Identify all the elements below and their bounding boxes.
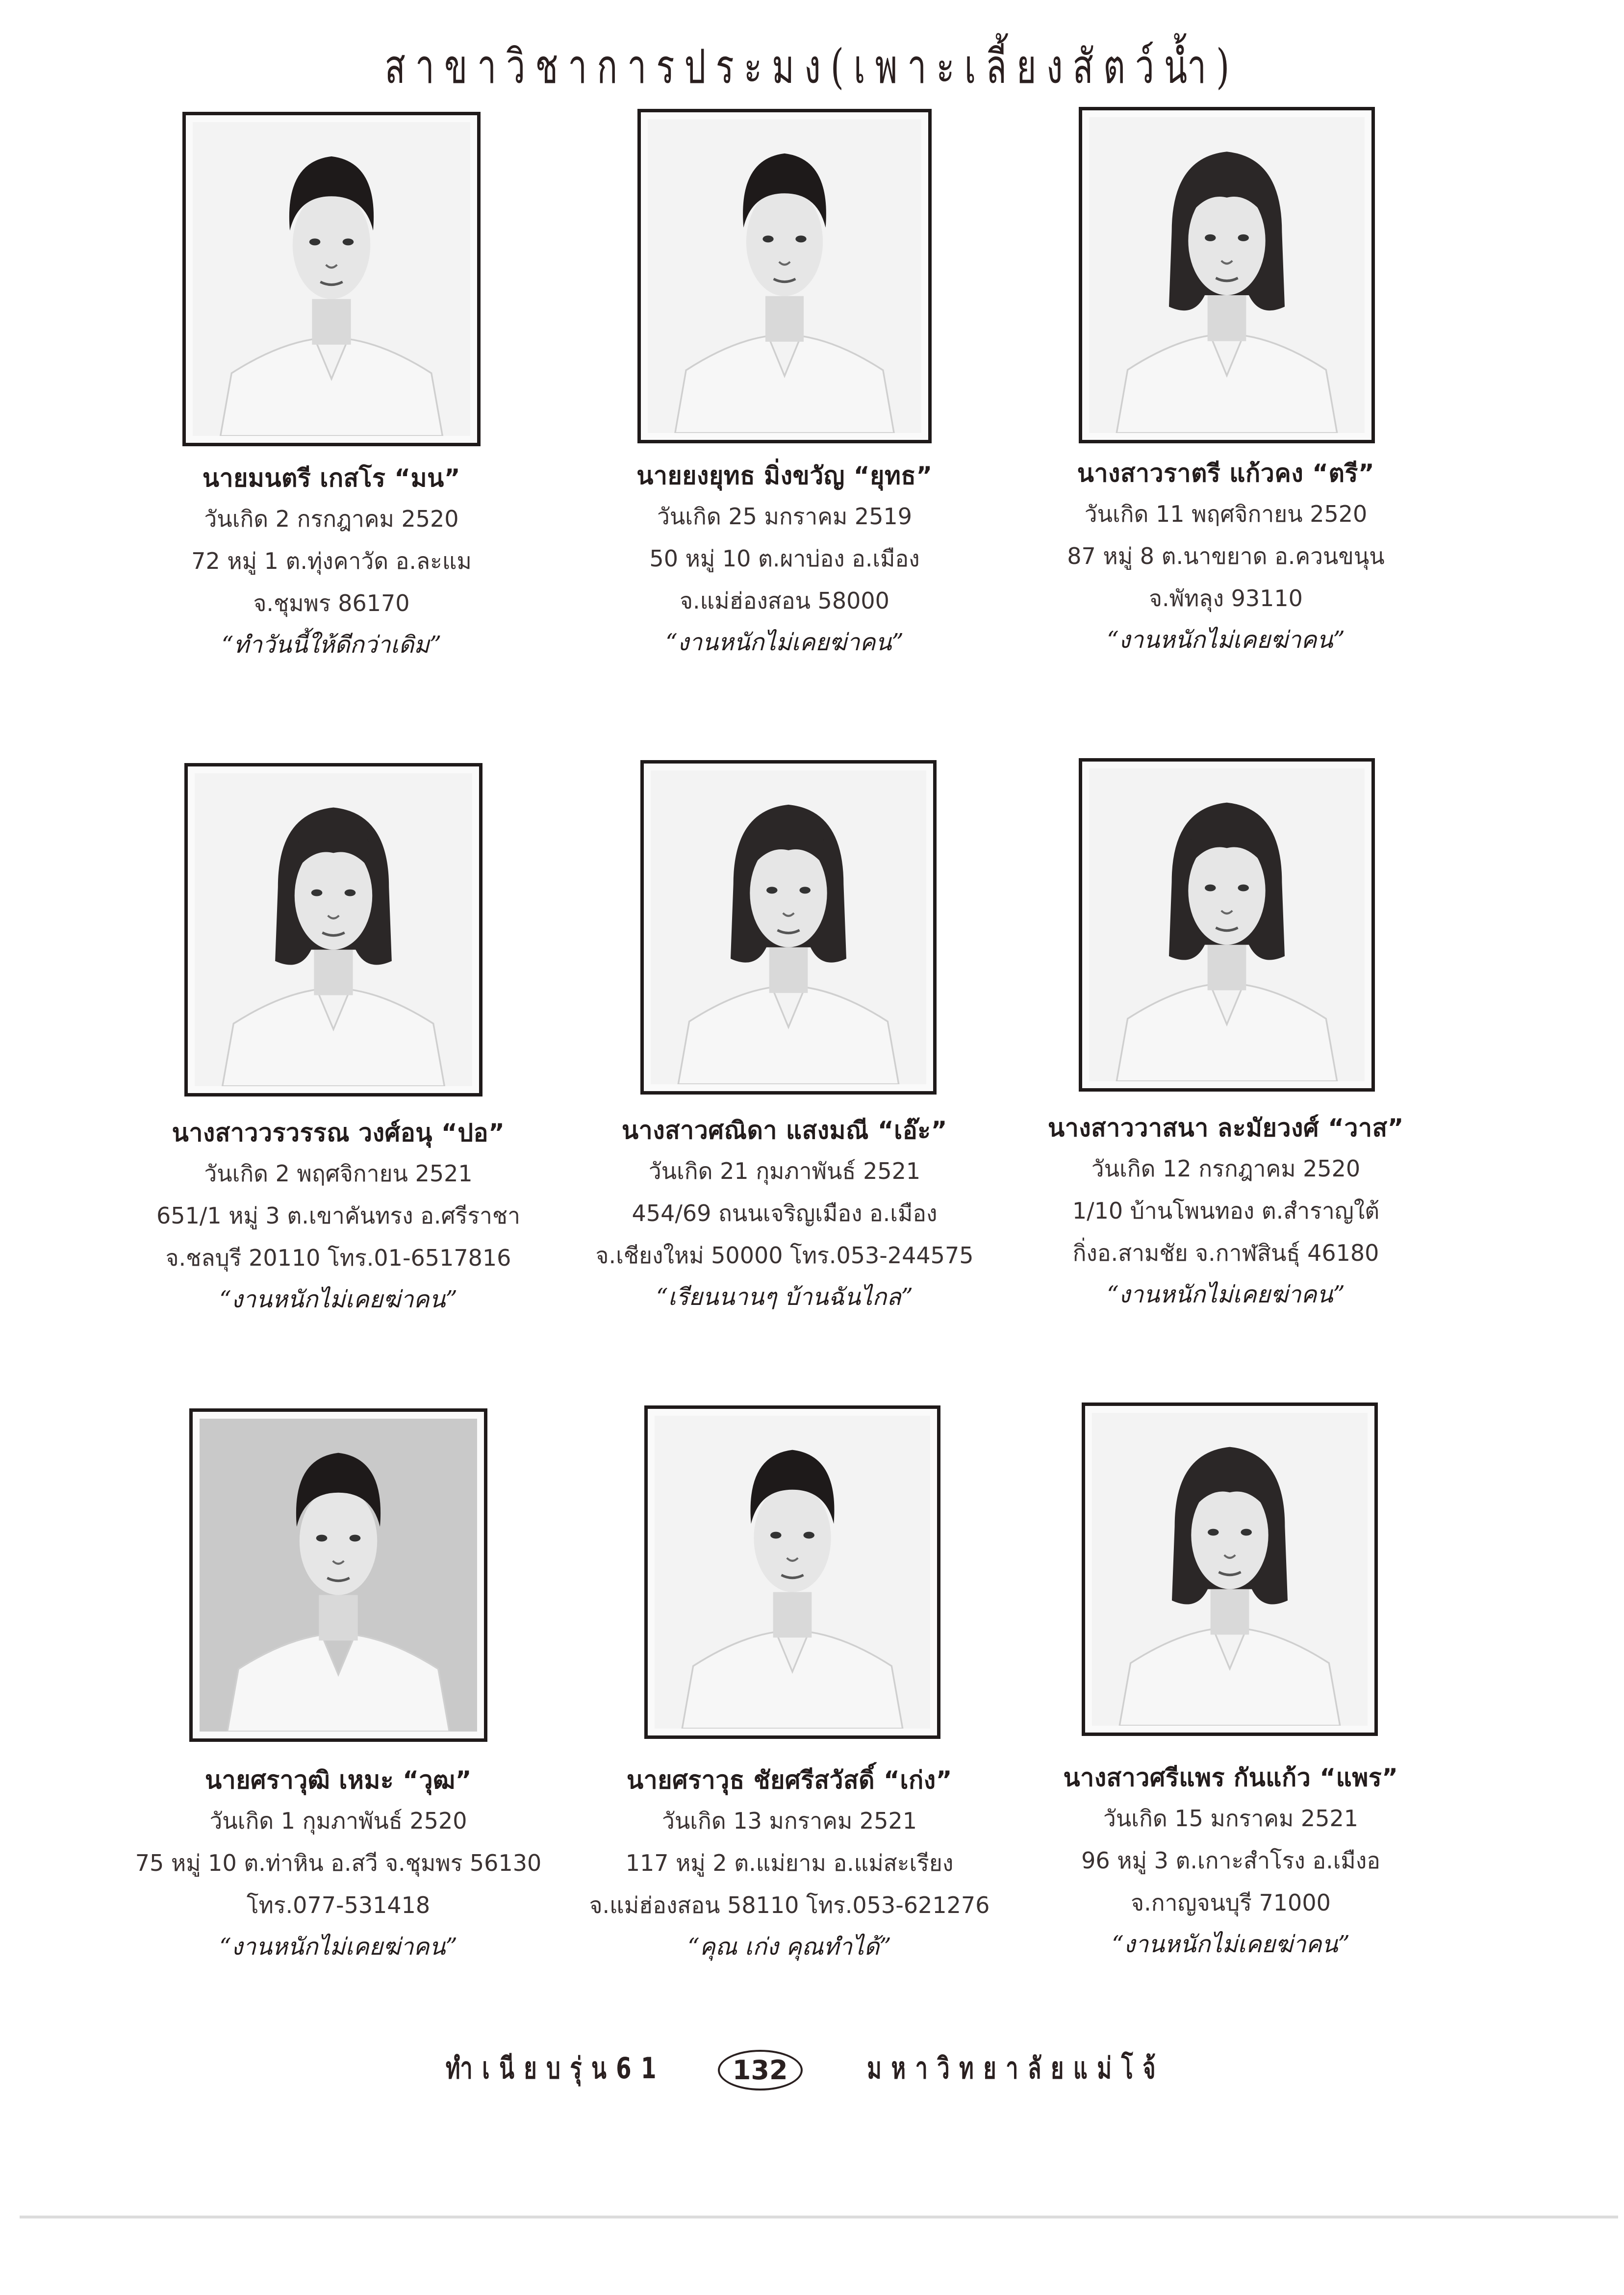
photo-frame <box>1082 1402 1378 1736</box>
photo-frame <box>184 763 482 1096</box>
photo-frame <box>182 112 481 446</box>
address-line-2: จ.กาญจนบุรี 71000 <box>1131 1889 1331 1916</box>
footer-university-name: มหาวิทยาลัยแม่โจ้ <box>867 2051 1166 2086</box>
portrait-silhouette-icon <box>1089 768 1365 1081</box>
student-photo <box>655 1416 930 1729</box>
portrait-silhouette-icon <box>195 773 472 1086</box>
student-name: นางสาววาสนา ละมัยวงศ์ “วาส” <box>1048 1114 1404 1142</box>
address-line-2: กิ่งอ.สามชัย จ.กาฬสินธุ์ 46180 <box>1072 1240 1379 1266</box>
student-name: นายมนตรี เกสโร “มน” <box>202 464 461 492</box>
student-name: นางสาววรวรรณ วงศ์อนุ “ปอ” <box>172 1119 505 1147</box>
portrait-silhouette-icon <box>1092 1413 1368 1726</box>
portrait-silhouette-icon <box>200 1419 477 1732</box>
photo-frame <box>640 760 937 1095</box>
portrait-silhouette-icon <box>651 770 926 1084</box>
birth-date: วันเกิด 2 พฤศจิกายน 2521 <box>204 1160 473 1187</box>
student-motto: “ทำวันนี้ให้ดีกว่าเดิม” <box>221 631 442 659</box>
student-motto: “งานหนักไม่เคยฆ่าคน” <box>665 629 904 656</box>
student-photo <box>648 119 921 433</box>
student-photo <box>1092 1413 1368 1726</box>
address-line-2: จ.พัทลุง 93110 <box>1149 585 1303 612</box>
address-line-2: จ.ชลบุรี 20110 โทร.01-6517816 <box>165 1245 511 1271</box>
student-motto: “คุณ เก่ง คุณทำได้” <box>687 1933 891 1961</box>
student-motto: “งานหนักไม่เคยฆ่าคน” <box>219 1286 457 1313</box>
photo-frame <box>1079 107 1375 443</box>
student-name: นายศราวุธ ชัยศรีสวัสดิ์ “เก่ง” <box>626 1766 953 1794</box>
address-line-1: 50 หมู่ 10 ต.ผาบ่อง อ.เมือง <box>649 545 920 572</box>
student-photo <box>1089 117 1365 433</box>
student-photo <box>651 770 926 1084</box>
photo-frame <box>644 1405 940 1739</box>
birth-date: วันเกิด 25 มกราคม 2519 <box>657 503 912 530</box>
student-card <box>981 1108 1471 1315</box>
address-line-1: 75 หมู่ 10 ต.ท่าหิน อ.สวี จ.ชุมพร 56130 <box>135 1850 542 1876</box>
portrait-silhouette-icon <box>648 119 921 433</box>
address-line-1: 96 หมู่ 3 ต.เกาะสำโรง อ.เมืงอ <box>1081 1847 1380 1874</box>
student-motto: “เรียนนานๆ บ้านฉันไกล” <box>656 1283 914 1311</box>
student-name: นายยงยุทธ มิ่งขวัญ “ยุทธ” <box>636 461 933 490</box>
page-footer <box>0 2045 1624 2091</box>
student-card <box>539 1111 1030 1318</box>
student-motto: “งานหนักไม่เคยฆ่าคน” <box>1107 626 1345 654</box>
student-card <box>544 1760 1035 1967</box>
birth-date: วันเกิด 2 กรกฎาคม 2520 <box>204 506 459 532</box>
address-line-1: 454/69 ถนนเจริญเมือง อ.เมือง <box>632 1200 938 1226</box>
birth-date: วันเกิด 11 พฤศจิกายน 2520 <box>1084 501 1368 527</box>
birth-date: วันเกิด 15 มกราคม 2521 <box>1103 1805 1358 1832</box>
address-line-2: โทร.077-531418 <box>246 1892 431 1918</box>
student-card <box>986 1758 1476 1965</box>
address-line-1: 1/10 บ้านโพนทอง ต.สำราญใต้ <box>1072 1198 1380 1224</box>
address-line-1: 72 หมู่ 1 ต.ทุ่งคาวัด อ.ละแม <box>191 548 472 574</box>
student-name: นางสาวศณิดา แสงมณี “เอ๊ะ” <box>621 1116 948 1145</box>
portrait-silhouette-icon <box>193 122 470 436</box>
address-line-1: 87 หมู่ 8 ต.นาขยาด อ.ควนขนุน <box>1067 543 1385 569</box>
birth-date: วันเกิด 21 กุมภาพันธ์ 2521 <box>648 1158 921 1184</box>
birth-date: วันเกิด 12 กรกฎาคม 2520 <box>1091 1155 1361 1182</box>
birth-date: วันเกิด 13 มกราคม 2521 <box>662 1808 917 1834</box>
student-card <box>93 1760 584 1967</box>
address-line-2: จ.เชียงใหม่ 50000 โทร.053-244575 <box>595 1242 974 1269</box>
address-line-2: จ.ชุมพร 86170 <box>253 590 410 616</box>
student-motto: “งานหนักไม่เคยฆ่าคน” <box>1112 1931 1350 1958</box>
address-line-2: จ.แม่ฮ่องสอน 58110 โทร.053-621276 <box>589 1892 990 1918</box>
photo-frame <box>1079 758 1375 1092</box>
student-name: นายศราวุฒิ เหมะ “วุฒ” <box>204 1766 472 1794</box>
address-line-1: 651/1 หมู่ 3 ต.เขาคันทรง อ.ศรีราชา <box>156 1202 520 1229</box>
scan-edge-line <box>20 2216 1618 2218</box>
student-photo <box>1089 768 1365 1081</box>
student-photo <box>193 122 470 436</box>
photo-frame <box>189 1408 487 1742</box>
student-card <box>86 459 577 665</box>
page-number: 132 <box>718 2050 803 2091</box>
student-photo <box>195 773 472 1086</box>
portrait-silhouette-icon <box>655 1416 930 1729</box>
student-card <box>93 1113 584 1320</box>
page-title: สาขาวิชาการประมง(เพาะเลี้ยงสัตว์น้ำ) <box>384 39 1240 94</box>
student-name: นางสาวราตรี แก้วคง “ตรี” <box>1077 459 1375 487</box>
address-line-2: จ.แม่ฮ่องสอน 58000 <box>680 587 889 614</box>
student-motto: “งานหนักไม่เคยฆ่าคน” <box>1107 1281 1345 1308</box>
student-photo <box>200 1419 477 1732</box>
student-card <box>981 454 1471 661</box>
portrait-silhouette-icon <box>1089 117 1365 433</box>
photo-frame <box>637 109 932 443</box>
footer-yearbook-title: ทำเนียบรุ่น61 <box>446 2051 666 2086</box>
birth-date: วันเกิด 1 กุมภาพันธ์ 2520 <box>209 1808 467 1834</box>
student-card <box>539 456 1030 663</box>
student-name: นางสาวศรีแพร กันแก้ว “แพร” <box>1063 1763 1398 1792</box>
address-line-1: 117 หมู่ 2 ต.แม่ยาม อ.แม่สะเรียง <box>625 1850 954 1876</box>
student-motto: “งานหนักไม่เคยฆ่าคน” <box>219 1933 457 1961</box>
